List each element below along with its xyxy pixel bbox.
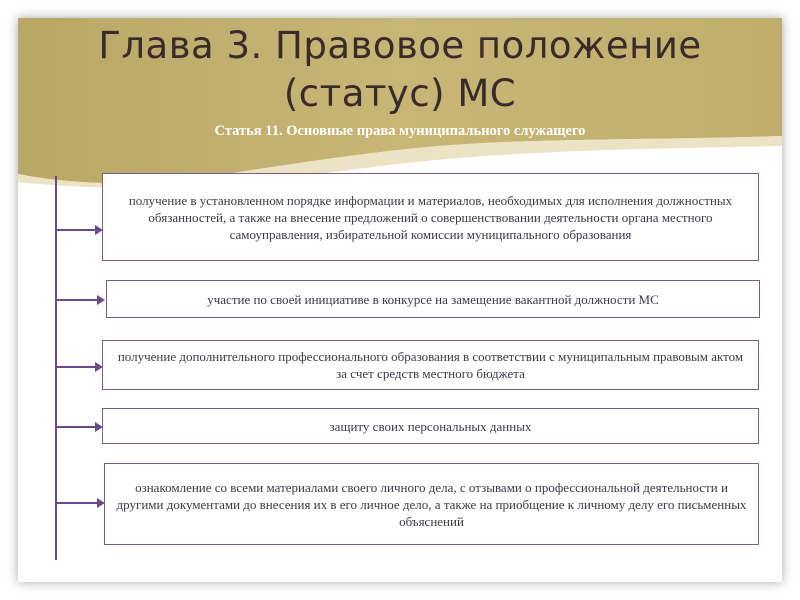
connector-arrow-4: [56, 426, 96, 428]
rights-diagram: [18, 18, 782, 582]
connector-arrow-1: [56, 229, 96, 231]
right-item-1: получение в установленном порядке информации и материалов, необходимых для исполнения должностных обязанностей, а также на внесение предложений о совершенствовании деятельности органа местного самоуправления, избирательной комиссии муниципального образования: [102, 173, 759, 261]
page-subtitle: Статья 11. Основные права муниципального служащего: [214, 123, 586, 139]
connector-arrow-3: [56, 366, 96, 368]
right-item-5: ознакомление со всеми материалами своего личного дела, с отзывами о профессиональной деятельности и другими документами до внесения их в его личное дело, а также на приобщение к личному делу его письменных объяснений: [104, 463, 759, 545]
page-title-line-1: Глава 3. Правовое положение: [98, 24, 702, 67]
slide: [18, 18, 782, 582]
right-item-2: участие по своей инициативе в конкурсе на замещение вакантной должности МС: [106, 280, 760, 318]
right-item-3: получение дополнительного профессионального образования в соответствии с муниципальным правовым актом за счет средств местного бюджета: [102, 340, 759, 390]
connector-arrow-2: [56, 299, 98, 301]
page-title-line-2: (статус) МС: [283, 72, 517, 115]
right-item-4: защиту своих персональных данных: [102, 408, 759, 444]
connector-arrow-5: [56, 502, 98, 504]
